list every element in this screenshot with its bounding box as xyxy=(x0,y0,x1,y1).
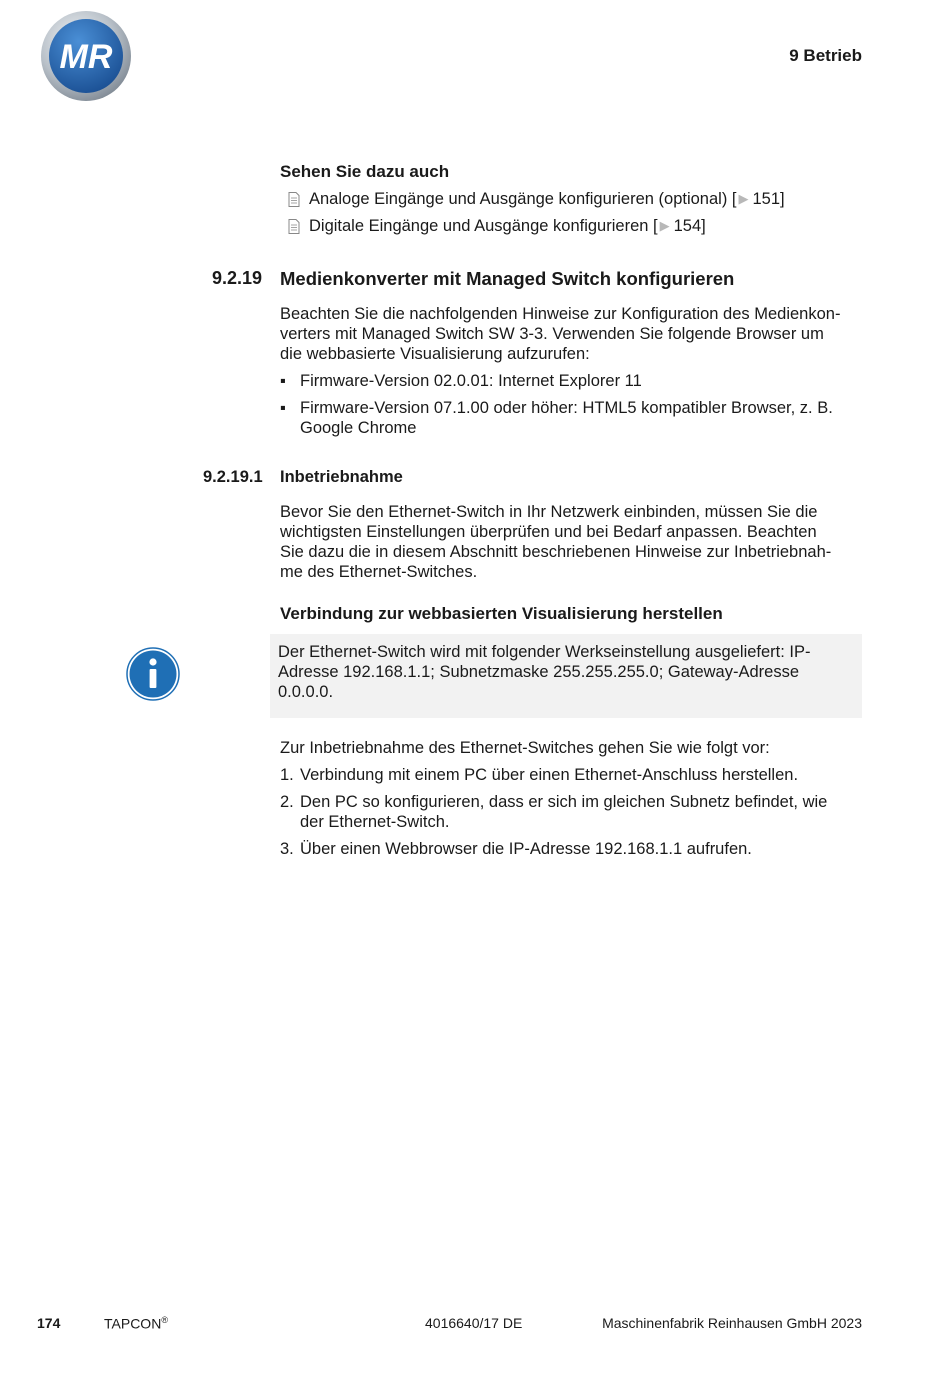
note-line: Adresse 192.168.1.1; Subnetzmaske 255.255.255.0; Gateway-Adresse xyxy=(278,663,799,681)
document-icon xyxy=(288,192,306,207)
chapter-title: 9 Betrieb xyxy=(789,46,862,65)
list-item xyxy=(280,765,862,785)
step-number: 1. xyxy=(280,766,294,784)
paragraph-line: Sie dazu die in diesem Abschnitt beschriebenen Hinweise zur Inbetriebnah- xyxy=(280,543,832,561)
bullet-line: Firmware-Version 07.1.00 oder höher: HTML5 kompatibler Browser, z. B. xyxy=(300,399,833,417)
bullet-line: Google Chrome xyxy=(300,419,417,437)
see-also-link-page: 154] xyxy=(673,217,706,235)
see-also-link-2[interactable] xyxy=(280,216,862,236)
intro-line: die webbasierte Visualisierung aufzurufen: xyxy=(280,345,590,363)
info-icon xyxy=(126,647,180,701)
list-item xyxy=(280,839,862,859)
steps-block xyxy=(280,738,862,859)
subheading: Verbindung zur webbasierten Visualisierung herstellen xyxy=(280,604,723,623)
step-line: Über einen Webbrowser die IP-Adresse 192.168.1.1 aufrufen. xyxy=(300,840,752,858)
subsection-number: 9.2.19.1 xyxy=(203,468,263,486)
step-line: Den PC so konfigurieren, dass er sich im gleichen Subnetz befindet, wie xyxy=(300,793,828,811)
list-item xyxy=(280,398,862,438)
company-name: Maschinenfabrik Reinhausen GmbH 2023 xyxy=(602,1315,862,1331)
subsection-paragraph xyxy=(280,502,862,582)
bullet-line: Firmware-Version 02.0.01: Internet Explorer 11 xyxy=(300,372,642,390)
see-also-link-text: Analoge Eingänge und Ausgänge konfigurieren (optional) [ xyxy=(309,190,737,208)
paragraph-line: wichtigsten Einstellungen überprüfen und bei Bedarf anpassen. Beachten xyxy=(280,523,817,541)
play-arrow-icon: ▶ xyxy=(659,218,670,233)
see-also-title: Sehen Sie dazu auch xyxy=(280,162,450,181)
steps-intro: Zur Inbetriebnahme des Ethernet-Switches gehen Sie wie folgt vor: xyxy=(280,739,770,757)
step-line: der Ethernet-Switch. xyxy=(300,813,450,831)
see-also-link-page: 151] xyxy=(752,190,785,208)
paragraph-line: me des Ethernet-Switches. xyxy=(280,563,478,581)
step-number: 2. xyxy=(280,793,294,811)
see-also-block xyxy=(280,162,862,236)
svg-text:MR: MR xyxy=(59,38,113,76)
doc-number: 4016640/17 DE xyxy=(425,1315,523,1331)
play-arrow-icon: ▶ xyxy=(738,191,749,206)
section-intro xyxy=(280,304,862,438)
mr-logo xyxy=(40,10,132,102)
product-name xyxy=(104,1315,168,1332)
document-icon xyxy=(288,219,306,234)
page-number: 174 xyxy=(37,1315,61,1331)
section-number: 9.2.19 xyxy=(212,268,263,288)
paragraph-line: Bevor Sie den Ethernet-Switch in Ihr Netzwerk einbinden, müssen Sie die xyxy=(280,503,818,521)
section-title: Medienkonverter mit Managed Switch konfigurieren xyxy=(280,268,735,289)
product-label: TAPCON xyxy=(104,1315,162,1332)
intro-line: verters mit Managed Switch SW 3-3. Verwenden Sie folgende Browser um xyxy=(280,325,824,343)
step-line: Verbindung mit einem PC über einen Ethernet-Anschluss herstellen. xyxy=(300,766,799,784)
note-line: 0.0.0.0. xyxy=(278,683,334,701)
note-text xyxy=(278,642,852,702)
see-also-link-1[interactable] xyxy=(280,189,862,209)
see-also-link-text: Digitale Eingänge und Ausgänge konfigurieren [ xyxy=(309,217,658,235)
subsection-title: Inbetriebnahme xyxy=(280,468,403,486)
intro-line: Beachten Sie die nachfolgenden Hinweise zur Konfiguration des Medienkon- xyxy=(280,305,841,323)
bullet-mark: ▪ xyxy=(280,399,286,417)
note-line: Der Ethernet-Switch wird mit folgender Werkseinstellung ausgeliefert: IP- xyxy=(278,643,811,661)
list-item xyxy=(280,371,862,391)
registered-mark: ® xyxy=(161,1315,168,1325)
bullet-mark: ▪ xyxy=(280,372,286,390)
list-item xyxy=(280,792,862,832)
step-number: 3. xyxy=(280,840,294,858)
